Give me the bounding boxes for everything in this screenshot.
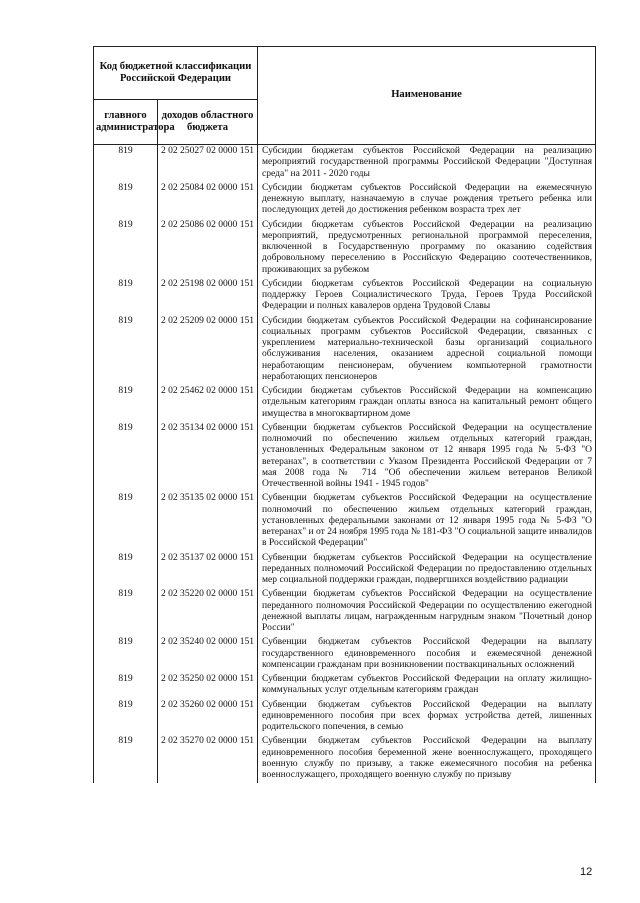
income-code-cell: 2 02 35134 02 0000 151 xyxy=(158,422,258,493)
table-row xyxy=(94,636,596,673)
budget-classification-table xyxy=(93,46,596,783)
name-cell: Субвенции бюджетам субъектов Российской Федерации на осуществление переданного полномочия Российской Федерации по осуществлению ежегодной денежной выплаты лицам, награжденным нагрудным знаком "Почетный донор России" xyxy=(258,588,596,636)
admin-code-cell: 819 xyxy=(94,385,158,422)
income-code-cell: 2 02 35135 02 0000 151 xyxy=(158,492,258,551)
admin-code-cell: 819 xyxy=(94,673,158,699)
income-code-cell: 2 02 25209 02 0000 151 xyxy=(158,315,258,386)
document-page xyxy=(93,46,595,783)
income-code-cell: 2 02 25027 02 0000 151 xyxy=(158,145,258,182)
admin-code-cell: 819 xyxy=(94,492,158,551)
income-code-cell: 2 02 25086 02 0000 151 xyxy=(158,219,258,278)
income-code-cell: 2 02 35260 02 0000 151 xyxy=(158,699,258,736)
name-cell: Субсидии бюджетам субъектов Российской Федерации на реализацию мероприятий, предусмотренных региональной программой переселения, включенной в Государственную программу по оказанию содействия добровольному переселению в Российскую Федерацию соотечественников, проживающих за рубежом xyxy=(258,219,596,278)
admin-code-cell: 819 xyxy=(94,735,158,783)
income-code-cell: 2 02 35240 02 0000 151 xyxy=(158,636,258,673)
header-admin-column: главного администратора xyxy=(94,100,158,145)
admin-code-cell: 819 xyxy=(94,182,158,219)
income-code-cell: 2 02 25084 02 0000 151 xyxy=(158,182,258,219)
name-cell: Субсидии бюджетам субъектов Российской Федерации на компенсацию отдельным категориям граждан оплаты взноса на капитальный ремонт общего имущества в многоквартирном доме xyxy=(258,385,596,422)
admin-code-cell: 819 xyxy=(94,315,158,386)
table-row xyxy=(94,219,596,278)
admin-code-cell: 819 xyxy=(94,636,158,673)
name-cell: Субвенции бюджетам субъектов Российской Федерации на выплату единовременного пособия беременной жене военнослужащего, проходящего военную службу по призыву, а также ежемесячного пособия на ребенка военнослужащего, проходящего военную службу по призыву xyxy=(258,735,596,783)
income-code-cell: 2 02 25462 02 0000 151 xyxy=(158,385,258,422)
header-income-column: доходов областного бюджета xyxy=(158,100,258,145)
name-cell: Субвенции бюджетам субъектов Российской Федерации на осуществление переданных полномочий Российской Федерации по предоставлению отдельных мер социальной поддержки граждан, подвергшихся воздействию радиации xyxy=(258,552,596,589)
table-row xyxy=(94,673,596,699)
name-cell: Субвенции бюджетам субъектов Российской Федерации на выплату государственного единовременного пособия и ежемесячной денежной компенсации гражданам при возникновении поствакцинальных осложнений xyxy=(258,636,596,673)
table-row xyxy=(94,145,596,182)
admin-code-cell: 819 xyxy=(94,145,158,182)
income-code-cell: 2 02 25198 02 0000 151 xyxy=(158,278,258,315)
income-code-cell: 2 02 35270 02 0000 151 xyxy=(158,735,258,783)
table-body xyxy=(94,145,596,784)
admin-code-cell: 819 xyxy=(94,699,158,736)
table-row xyxy=(94,699,596,736)
name-cell: Субсидии бюджетам субъектов Российской Федерации на реализацию мероприятий государственной программы Российской Федерации "Доступная среда" на 2011 - 2020 годы xyxy=(258,145,596,182)
page-number: 12 xyxy=(580,866,593,878)
table-row xyxy=(94,385,596,422)
table-row xyxy=(94,492,596,551)
admin-code-cell: 819 xyxy=(94,588,158,636)
table-row xyxy=(94,278,596,315)
income-code-cell: 2 02 35220 02 0000 151 xyxy=(158,588,258,636)
table-row xyxy=(94,588,596,636)
name-cell: Субсидии бюджетам субъектов Российской Федерации на софинансирование социальных программ субъектов Российской Федерации, связанных с укреплением материально-технической базы организаций социального обслуживания населения, оказанием адресной социальной помощи неработающим пенсионерам, обучением компьютерной грамотности неработающих пенсионеров xyxy=(258,315,596,386)
name-cell: Субвенции бюджетам субъектов Российской Федерации на выплату единовременного пособия при всех формах устройства детей, лишенных родительского попечения, в семью xyxy=(258,699,596,736)
admin-code-cell: 819 xyxy=(94,422,158,493)
header-group-label: Код бюджетной классификации Российской Федерации xyxy=(94,47,258,100)
name-cell: Субсидии бюджетам субъектов Российской Федерации на социальную поддержку Героев Социалистического Труда, Героев Труда Российской Федерации и полных кавалеров ордена Трудовой Славы xyxy=(258,278,596,315)
table-header xyxy=(94,47,596,145)
name-cell: Субсидии бюджетам субъектов Российской Федерации на ежемесячную денежную выплату, назначаемую в случае рождения третьего ребенка или последующих детей до достижения ребенком возраста трех лет xyxy=(258,182,596,219)
table-row xyxy=(94,182,596,219)
admin-code-cell: 819 xyxy=(94,552,158,589)
table-row xyxy=(94,552,596,589)
table-row xyxy=(94,422,596,493)
table-row xyxy=(94,735,596,783)
name-cell: Субвенции бюджетам субъектов Российской Федерации на осуществление полномочий по обеспечению жильем отдельных категорий граждан, установленных федеральными законами от 12 января 1995 года № 5-ФЗ "О ветеранах" и от 24 ноября 1995 года № 181-ФЗ "О социальной защите инвалидов в Российской Федерации" xyxy=(258,492,596,551)
admin-code-cell: 819 xyxy=(94,219,158,278)
table-row xyxy=(94,315,596,386)
name-cell: Субвенции бюджетам субъектов Российской Федерации на оплату жилищно-коммунальных услуг отдельным категориям граждан xyxy=(258,673,596,699)
header-name-column: Наименование xyxy=(258,47,596,145)
income-code-cell: 2 02 35137 02 0000 151 xyxy=(158,552,258,589)
income-code-cell: 2 02 35250 02 0000 151 xyxy=(158,673,258,699)
name-cell: Субвенции бюджетам субъектов Российской Федерации на осуществление полномочий по обеспечению жильем отдельных категорий граждан, установленных Федеральным законом от 12 января 1995 года № 5-ФЗ "О ветеранах", в соответствии с Указом Президента Российской Федерации от 7 мая 2008 года № 714 "Об обеспечении жильем ветеранов Великой Отечественной войны 1941 - 1945 годов" xyxy=(258,422,596,493)
admin-code-cell: 819 xyxy=(94,278,158,315)
